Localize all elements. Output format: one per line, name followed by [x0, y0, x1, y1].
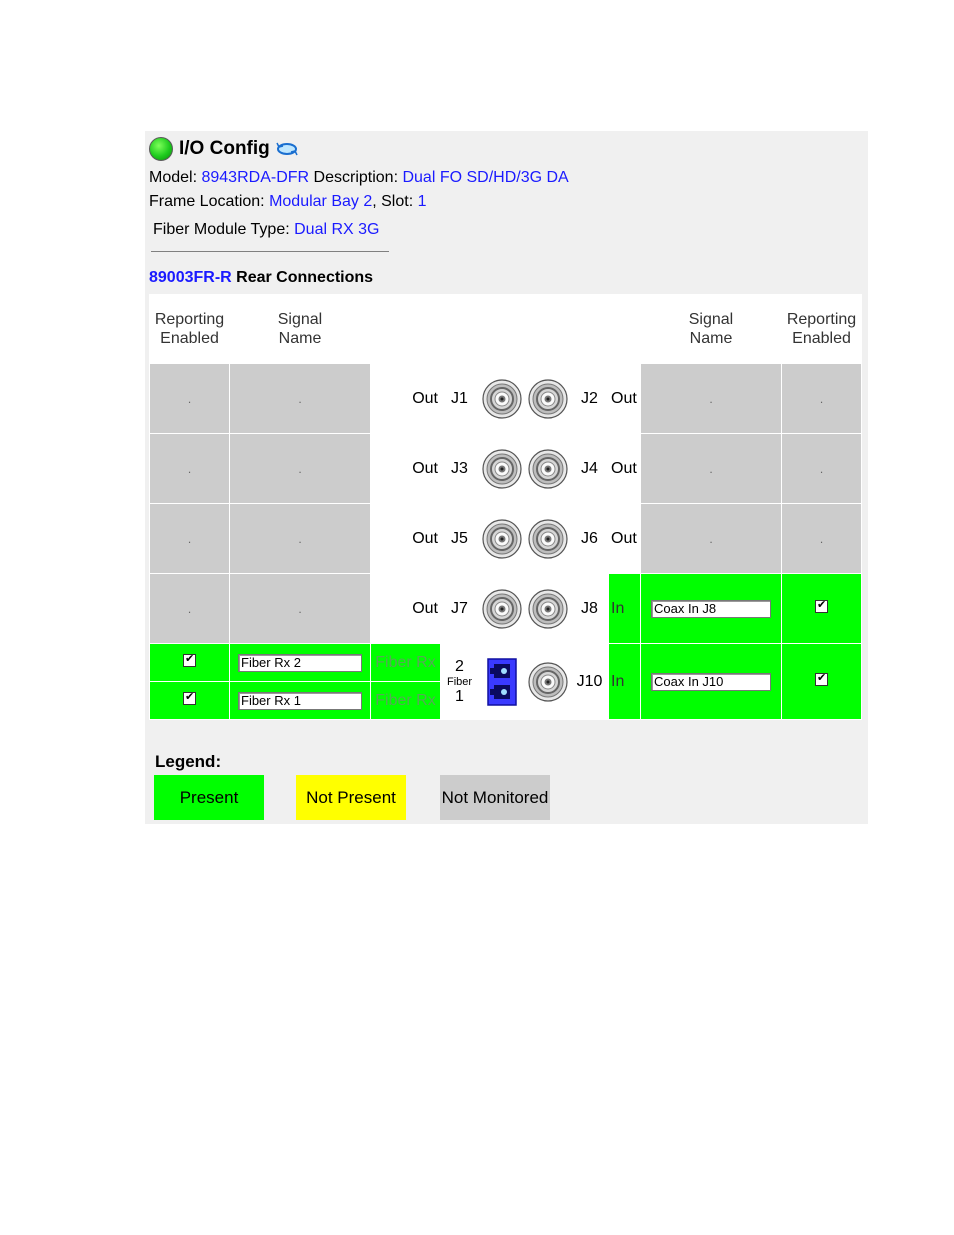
refresh-icon[interactable]: [276, 141, 298, 157]
frame-location-value[interactable]: Modular Bay 2: [269, 193, 373, 210]
table-row: [150, 434, 862, 504]
table-row: [150, 644, 862, 682]
model-line: [149, 169, 569, 187]
left-signal-cell: .: [230, 364, 371, 434]
left-type: Fiber Rx: [371, 682, 441, 720]
left-direction: Out: [371, 434, 441, 504]
connections-table: [149, 294, 862, 720]
frame-location-label: Frame Location:: [149, 193, 265, 210]
right-jack-label: J10: [571, 644, 609, 720]
left-reporting-cell: .: [150, 434, 230, 504]
bnc-connector-icon: [528, 379, 568, 419]
signal-name-input-fiber-rx-1[interactable]: Fiber Rx 1: [238, 692, 362, 710]
bnc-connector-icon: [482, 589, 522, 629]
right-jack-label: J4: [571, 434, 609, 504]
bnc-connector-icon: [528, 589, 568, 629]
right-reporting-cell: [782, 644, 862, 720]
table-row: [150, 574, 862, 644]
legend-not-monitored: Not Monitored: [440, 775, 550, 820]
fiber-module-value: Dual RX 3G: [294, 221, 380, 238]
rear-title: Rear Connections: [236, 269, 374, 286]
left-type: Fiber Rx: [371, 644, 441, 682]
bnc-connector-icon: [528, 449, 568, 489]
left-signal-cell: .: [230, 574, 371, 644]
bnc-connector-left: [479, 574, 525, 644]
fiber-connector-cell: [479, 644, 525, 720]
right-signal-cell: [641, 574, 782, 644]
bnc-connector-icon: [482, 519, 522, 559]
header-signal-left: Signal Name: [230, 295, 371, 364]
left-reporting-cell: .: [150, 574, 230, 644]
fiber-module-label: Fiber Module Type:: [153, 221, 290, 238]
rear-model: 89003FR-R: [149, 269, 232, 286]
left-jack-label: J7: [441, 574, 479, 644]
fiber-number-2: 2: [455, 657, 464, 675]
legend-title: Legend:: [155, 752, 222, 771]
fiber-label: Fiber: [446, 675, 473, 688]
left-signal-cell: [230, 644, 371, 682]
left-signal-cell: .: [230, 504, 371, 574]
bnc-connector-icon: [482, 449, 522, 489]
right-jack-label: J8: [571, 574, 609, 644]
model-label: Model:: [149, 169, 198, 186]
io-config-panel: [145, 131, 868, 824]
right-direction: Out: [609, 434, 641, 504]
bnc-connector-right: [525, 434, 571, 504]
left-jack-label: J5: [441, 504, 479, 574]
reporting-checkbox-fiber-rx-2[interactable]: [183, 654, 196, 667]
page-title-text: I/O Config: [179, 138, 270, 159]
right-direction: Out: [609, 504, 641, 574]
right-direction: In: [609, 644, 641, 720]
signal-name-input-fiber-rx-2[interactable]: Fiber Rx 2: [238, 654, 362, 672]
left-reporting-cell: .: [150, 504, 230, 574]
bnc-connector-icon: [482, 379, 522, 419]
header-reporting-left: Reporting Enabled: [150, 295, 230, 364]
slot-label: , Slot:: [372, 193, 414, 210]
right-signal-cell: .: [641, 504, 782, 574]
header-reporting-right: Reporting Enabled: [782, 295, 862, 364]
left-jack-label: J3: [441, 434, 479, 504]
right-reporting-cell: .: [782, 504, 862, 574]
description-value: Dual FO SD/HD/3G DA: [402, 169, 569, 186]
right-direction: In: [609, 574, 641, 644]
signal-name-input-j8[interactable]: Coax In J8: [651, 600, 771, 618]
bnc-connector-icon: [528, 662, 568, 702]
right-jack-label: J2: [571, 364, 609, 434]
left-reporting-cell: [150, 644, 230, 682]
fiber-connector-icon: [487, 658, 517, 706]
header-signal-right: Signal Name: [641, 295, 782, 364]
right-reporting-cell: .: [782, 364, 862, 434]
left-direction: Out: [371, 574, 441, 644]
left-reporting-cell: [150, 682, 230, 720]
bnc-connector-right: [525, 504, 571, 574]
right-reporting-cell: .: [782, 434, 862, 504]
right-signal-cell: [641, 644, 782, 720]
bnc-connector-right: [525, 644, 571, 720]
status-led-icon: [149, 137, 173, 161]
header-connectors: [371, 295, 641, 364]
bnc-connector-right: [525, 364, 571, 434]
fiber-number-cell: [441, 644, 479, 720]
legend-not-present: Not Present: [296, 775, 406, 820]
signal-name-input-j10[interactable]: Coax In J10: [651, 673, 771, 691]
model-value: 8943RDA-DFR: [201, 169, 310, 186]
bnc-connector-left: [479, 364, 525, 434]
left-jack-label: J1: [441, 364, 479, 434]
slot-value: 1: [417, 193, 427, 210]
legend-present: Present: [154, 775, 264, 820]
rear-connections-title: [149, 269, 373, 287]
left-signal-cell: .: [230, 434, 371, 504]
right-direction: Out: [609, 364, 641, 434]
bnc-connector-icon: [528, 519, 568, 559]
left-reporting-cell: .: [150, 364, 230, 434]
fiber-module-line: [153, 221, 380, 239]
reporting-checkbox-j8[interactable]: [815, 600, 828, 613]
reporting-checkbox-fiber-rx-1[interactable]: [183, 692, 196, 705]
frame-location-line: [149, 193, 427, 211]
bnc-connector-right: [525, 574, 571, 644]
fiber-number-1: 1: [455, 687, 464, 705]
right-signal-cell: .: [641, 364, 782, 434]
left-direction: Out: [371, 364, 441, 434]
reporting-checkbox-j10[interactable]: [815, 673, 828, 686]
right-jack-label: J6: [571, 504, 609, 574]
description-label: Description:: [313, 169, 399, 186]
separator: [151, 251, 389, 252]
table-row: [150, 364, 862, 434]
table-row: [150, 504, 862, 574]
bnc-connector-left: [479, 434, 525, 504]
bnc-connector-left: [479, 504, 525, 574]
page-title: [149, 135, 298, 163]
right-reporting-cell: [782, 574, 862, 644]
left-signal-cell: [230, 682, 371, 720]
left-direction: Out: [371, 504, 441, 574]
right-signal-cell: .: [641, 434, 782, 504]
